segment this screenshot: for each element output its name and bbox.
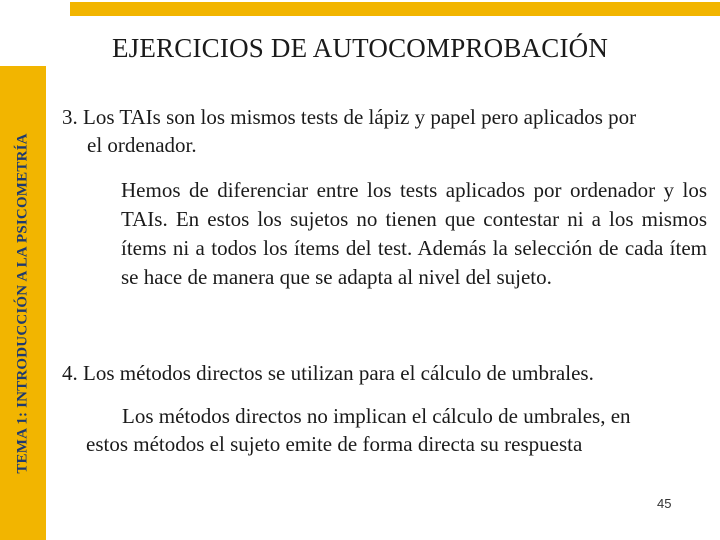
page-number: 45	[657, 496, 672, 511]
answer-4-line-2: estos métodos el sujeto emite de forma directa su respuesta	[86, 432, 583, 456]
slide-title: EJERCICIOS DE AUTOCOMPROBACIÓN	[111, 33, 609, 63]
question-3-line-2: el ordenador.	[87, 133, 197, 157]
question-3	[62, 103, 712, 159]
question-3-line-1: 3. Los TAIs son los mismos tests de lápiz y papel pero aplicados por	[62, 105, 637, 129]
top-accent-bar	[70, 2, 720, 16]
question-4: 4. Los métodos directos se utilizan para el cálculo de umbrales.	[62, 361, 594, 385]
answer-4	[86, 402, 706, 458]
answer-3: Hemos de diferenciar entre los tests aplicados por ordenador y los TAIs. En estos los sujetos no tienen que contestar ni a los mismos ítems ni a todos los ítems del test. Además la selección de cada ítem se hace de manera que se adapta al nivel del sujeto.	[121, 178, 707, 289]
answer-4-line-1: Los métodos directos no implican el cálculo de umbrales, en	[122, 404, 631, 428]
side-title-text: TEMA 1: INTRODUCCIÓN A LA PSICOMETRÍA	[14, 132, 31, 474]
side-title	[0, 66, 46, 540]
